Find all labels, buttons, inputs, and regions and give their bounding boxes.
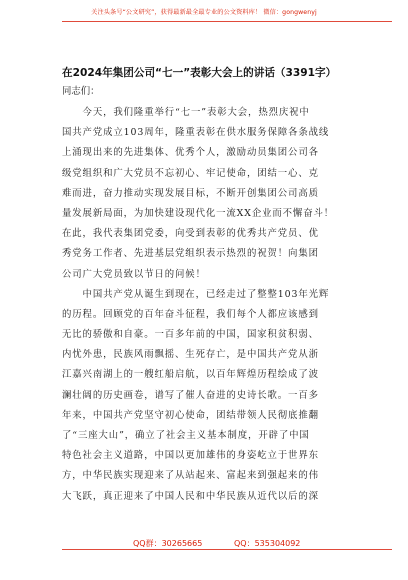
document-title: 在2024年集团公司“七一”表彰大会上的讲话（3391字） [62,67,337,79]
header-divider [62,21,392,22]
body-line: 量发展新局面，为加快建设现代化一流XX企业而不懈奋斗！ [62,207,335,219]
body-line: 难而进，奋力推动实现发展目标，不断开创集团公司高质 [62,187,319,199]
body-line: 级党组织和广大党员不忘初心、牢记使命，团结一心、克 [62,167,319,179]
footer-divider [62,549,392,550]
body-line: 国共产党成立103周年，隆重表彰在供水服务保障各条战线 [62,127,330,139]
body-line: 中国共产党从诞生到现在，已经走过了整整103年光辉 [62,288,330,300]
body-line: 内忧外患，民族风雨飘摇、生死存亡，是中国共产党从浙 [62,349,319,361]
salutation: 同志们： [62,86,100,97]
header-banner: 关注头条号“公文研究”，获得最新最全最专业的公文资料库！ 微信：gongwenyj [91,9,317,16]
body-line: 大飞跃，真正迎来了中国人民和中华民族从近代以后的深 [62,490,319,502]
document-body [62,103,362,507]
body-line: 澜壮阔的历史画卷，谱写了催人奋进的史诗长歌。一百多 [62,389,319,401]
footer-qq: QQ：535304092 [234,539,301,548]
body-line: 无比的骄傲和自豪。一百多年前的中国，国家积贫积弱、 [62,329,319,341]
body-line: 公司广大党员致以节日的问候！ [62,268,206,280]
body-line: 的历程。回顾党的百年奋斗征程，我们每个人都应该感到 [62,308,319,320]
body-line: 了“三座大山”，确立了社会主义基本制度，开辟了中国 [62,430,310,441]
body-line: 秀党务工作者、先进基层党组织表示热烈的祝贺！向集团 [62,248,319,260]
body-line: 在此，我代表集团党委，向受到表彰的优秀共产党员、优 [62,228,319,240]
body-line: 特色社会主义道路，中国以更加雄伟的身姿屹立于世界东 [62,450,319,462]
body-line: 江嘉兴南湖上的一艘红船启航，以百年辉煌历程绘成了波 [62,369,319,381]
footer-qq-group: QQ群：30265665 [133,539,203,548]
body-line: 上涌现出来的先进集体、优秀个人，激励动员集团公司各 [62,147,319,159]
body-line: 今天，我们隆重举行“七一”表彰大会，热烈庆祝中 [62,107,310,118]
body-line: 年来，中国共产党坚守初心使命，团结带领人民彻底推翻 [62,409,319,421]
body-line: 方，中华民族实现迎来了从站起来、富起来到强起来的伟 [62,470,319,482]
